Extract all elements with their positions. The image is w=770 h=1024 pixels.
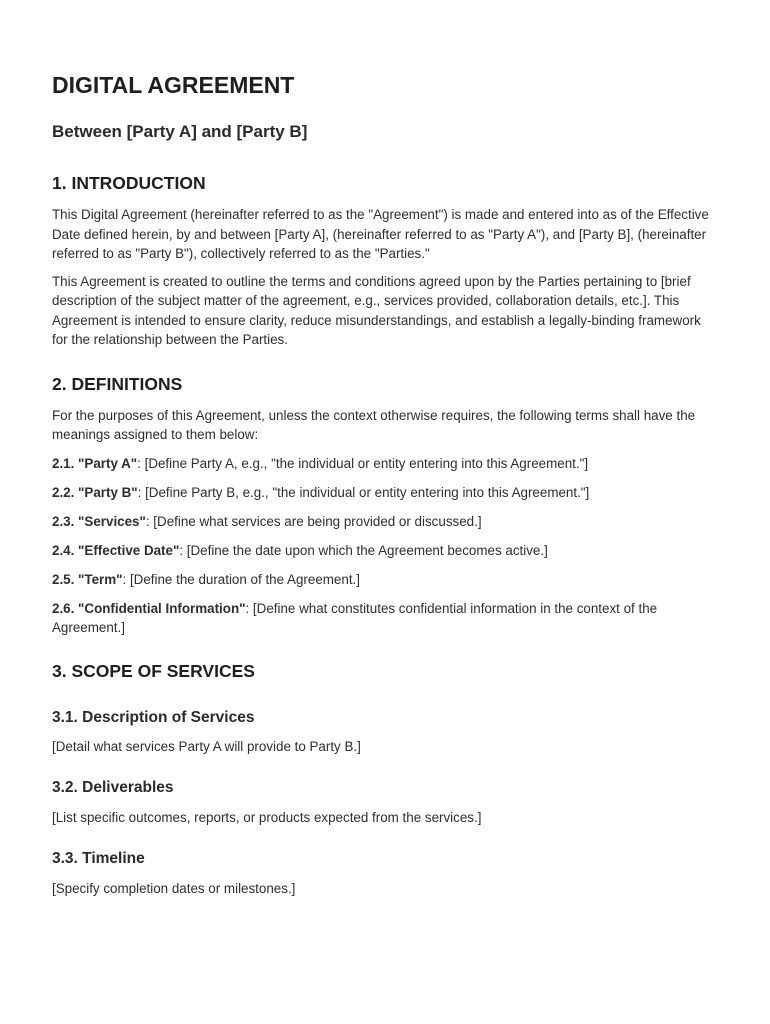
definition-item (52, 599, 718, 638)
definition-term: 2.3. "Services" (52, 513, 146, 529)
document-subtitle: Between [Party A] and [Party B] (52, 122, 308, 141)
definition-item (52, 483, 718, 503)
subsection-text: [Specify completion dates or milestones.] (52, 880, 296, 896)
definition-text: : [Define what constitutes confidential information in the context of the Agreement.] (52, 600, 658, 635)
subsection-text: [Detail what services Party A will provide to Party B.] (52, 738, 361, 754)
definition-text: : [Define the date upon which the Agreement becomes active.] (179, 542, 548, 558)
subsection-heading-deliverables: 3.2. Deliverables (52, 779, 174, 796)
definitions-intro: For the purposes of this Agreement, unless the context otherwise requires, the following terms shall have the meanings assigned to them below: (52, 407, 696, 442)
definition-item (52, 454, 718, 474)
subsection-heading-timeline: 3.3. Timeline (52, 849, 145, 867)
definition-text: : [Define Party A, e.g., "the individual or entity entering into this Agreement."] (137, 455, 589, 471)
definition-term: 2.6. "Confidential Information" (52, 600, 246, 616)
introduction-paragraph: This Agreement is created to outline the terms and conditions agreed upon by the Parties pertaining to [brief description of the subject matter of the agreement, e.g., services provided, collaboration details, etc.]. This Agreement is intended to ensure clarity, reduce misunderstandings, and establish a legally-binding framework for the relationship between the Parties. (52, 273, 701, 347)
definition-term: 2.1. "Party A" (52, 455, 138, 471)
definition-term: 2.2. "Party B" (52, 484, 138, 500)
section-heading-definitions: 2. DEFINITIONS (52, 373, 183, 394)
definition-item (52, 541, 718, 561)
definition-text: : [Define Party B, e.g., "the individual or entity entering into this Agreement."] (137, 484, 590, 500)
subsection-text: [List specific outcomes, reports, or products expected from the services.] (52, 810, 482, 825)
definition-text: : [Define the duration of the Agreement.] (122, 571, 360, 587)
document-title: DIGITAL AGREEMENT (52, 72, 295, 98)
section-heading-introduction: 1. INTRODUCTION (52, 173, 206, 193)
section-heading-scope-of-services: 3. SCOPE OF SERVICES (52, 660, 255, 681)
subsection-heading-description-of-services: 3.1. Description of Services (52, 708, 255, 726)
definition-term: 2.5. "Term" (52, 571, 123, 587)
introduction-paragraph: This Digital Agreement (hereinafter referred to as the "Agreement") is made and entered into as of the Effective Date defined herein, by and between [Party A], (hereinafter referred to as "Party A"), and [Party B], (hereinafter referred to as "Party B"), collectively referred to as the "Parties." (52, 207, 709, 261)
definition-text: : [Define what services are being provided or discussed.] (145, 513, 482, 529)
definition-item (52, 512, 718, 532)
definition-item (52, 570, 718, 590)
definition-term: 2.4. "Effective Date" (52, 542, 180, 558)
